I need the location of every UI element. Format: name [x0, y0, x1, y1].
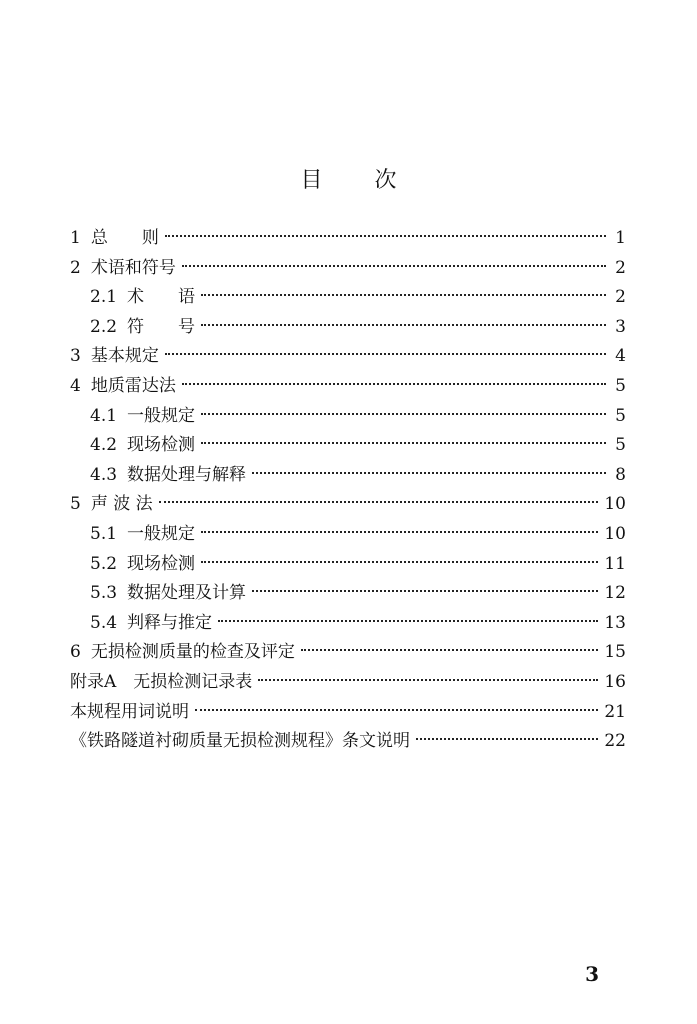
toc-entry[interactable]	[70, 668, 626, 698]
toc-entry-page: 10	[604, 523, 626, 544]
toc-entry[interactable]	[70, 698, 626, 728]
dot-leader	[195, 709, 598, 711]
toc-entry-number: 5.3	[90, 583, 118, 604]
toc-entry-page: 21	[604, 701, 626, 722]
dot-leader	[301, 649, 599, 651]
toc-entry-label: 判释与推定	[127, 612, 213, 633]
toc-subentry[interactable]	[70, 579, 626, 609]
toc-entry-page: 16	[604, 671, 626, 692]
dot-leader	[182, 265, 606, 267]
toc-subentry[interactable]	[70, 550, 626, 580]
toc-entry-number: 5.2	[90, 553, 118, 574]
toc-entry-number: 4.2	[90, 435, 118, 456]
toc-entry-page: 2	[615, 287, 626, 308]
toc-entry-number: 6	[70, 642, 81, 663]
toc-entry-label: 一般规定	[127, 405, 196, 426]
toc-entry-number: 2	[70, 257, 81, 278]
toc-entry-page: 11	[604, 553, 626, 574]
dot-leader	[201, 442, 606, 444]
toc-entry-page: 5	[615, 405, 626, 426]
table-of-contents	[70, 224, 626, 757]
toc-entry-label: 现场检测	[127, 553, 196, 574]
dot-leader	[159, 501, 599, 503]
dot-leader	[252, 472, 606, 474]
title-char-1: 目	[300, 168, 323, 193]
toc-entry-number: 5.1	[90, 523, 118, 544]
toc-entry-label: 术 语	[127, 287, 196, 308]
dot-leader	[201, 531, 598, 533]
toc-entry-label: 声 波 法	[90, 494, 153, 515]
toc-subentry[interactable]	[70, 520, 626, 550]
toc-subentry[interactable]	[70, 609, 626, 639]
toc-entry-label: 《铁路隧道衬砌质量无损检测规程》条文说明	[70, 731, 410, 752]
toc-entry-number: 4.1	[90, 405, 118, 426]
dot-leader	[201, 561, 598, 563]
dot-leader	[182, 383, 606, 385]
toc-subentry[interactable]	[70, 431, 626, 461]
dot-leader	[252, 590, 598, 592]
toc-entry-page: 5	[615, 435, 626, 456]
toc-entry-number: 5.4	[90, 612, 118, 633]
toc-entry-number: 4	[70, 375, 81, 396]
dot-leader	[201, 324, 606, 326]
toc-entry[interactable]	[70, 727, 626, 757]
toc-entry-label: 一般规定	[127, 523, 196, 544]
page-title	[0, 163, 697, 194]
toc-entry-label: 地质雷达法	[90, 375, 176, 396]
toc-entry-number: 5	[70, 494, 81, 515]
title-char-2: 次	[374, 168, 397, 193]
toc-entry-page: 10	[604, 494, 626, 515]
toc-entry-page: 4	[615, 346, 626, 367]
toc-entry[interactable]	[70, 224, 626, 254]
toc-subentry[interactable]	[70, 313, 626, 343]
toc-entry[interactable]	[70, 342, 626, 372]
dot-leader	[218, 620, 598, 622]
toc-entry-page: 22	[604, 731, 626, 752]
toc-entry-label: 基本规定	[90, 346, 159, 367]
toc-entry-label: 数据处理与解释	[127, 464, 247, 485]
toc-entry[interactable]	[70, 490, 626, 520]
toc-entry-label: 术语和符号	[90, 257, 176, 278]
toc-entry-page: 8	[615, 464, 626, 485]
toc-subentry[interactable]	[70, 402, 626, 432]
toc-entry-page: 2	[615, 257, 626, 278]
toc-entry-page: 15	[604, 642, 626, 663]
toc-entry[interactable]	[70, 638, 626, 668]
toc-entry-label: 符 号	[127, 316, 196, 337]
toc-entry-page: 1	[615, 228, 626, 248]
dot-leader	[258, 679, 598, 681]
toc-entry-label: 数据处理及计算	[127, 583, 247, 604]
toc-entry-page: 5	[615, 375, 626, 396]
toc-entry-page: 12	[604, 583, 626, 604]
toc-entry-page: 3	[615, 316, 626, 337]
toc-entry-number: 3	[70, 346, 81, 367]
dot-leader	[201, 413, 606, 415]
toc-entry-label: 总 则	[90, 228, 159, 248]
toc-entry-number: 1	[70, 228, 81, 248]
toc-entry-label: 无损检测质量的检查及评定	[90, 642, 295, 663]
dot-leader	[165, 353, 606, 355]
toc-entry-number: 4.3	[90, 464, 118, 485]
toc-entry[interactable]	[70, 372, 626, 402]
toc-entry-label: 现场检测	[127, 435, 196, 456]
toc-entry-label: 附录A 无损检测记录表	[70, 671, 253, 692]
toc-entry-number: 2.1	[90, 287, 118, 308]
toc-entry-label: 本规程用词说明	[70, 701, 189, 722]
dot-leader	[165, 235, 606, 237]
toc-entry[interactable]	[70, 254, 626, 284]
toc-entry-number: 2.2	[90, 316, 118, 337]
dot-leader	[416, 738, 598, 740]
dot-leader	[201, 294, 606, 296]
toc-entry-page: 13	[604, 612, 626, 633]
toc-subentry[interactable]	[70, 461, 626, 491]
page-number: 3	[585, 962, 599, 986]
toc-subentry[interactable]	[70, 283, 626, 313]
